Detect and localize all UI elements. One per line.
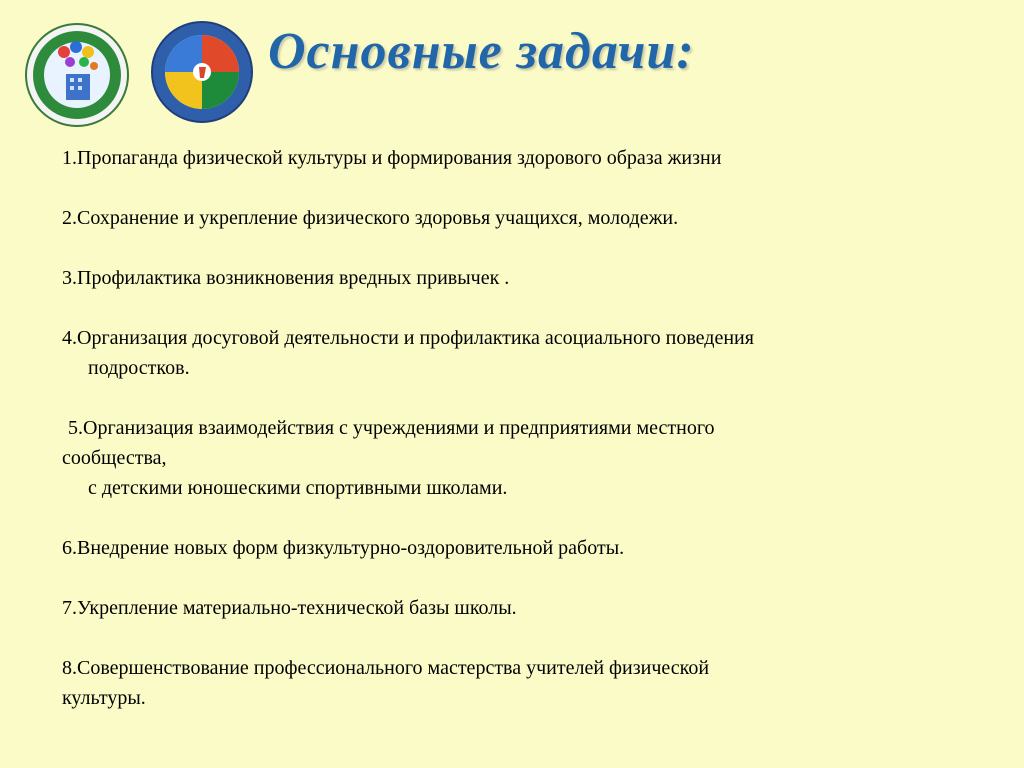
task-text: 7.Укрепление материально-технической базы школы.: [62, 597, 517, 619]
task-text: 4.Организация досуговой деятельности и профилактика асоциального поведения: [62, 327, 754, 349]
task-text-continued: с детскими юношескими спортивными школами.: [88, 477, 508, 499]
task-text: 6.Внедрение новых форм физкультурно-оздоровительной работы.: [62, 537, 625, 559]
sport-school-emblem-icon: [150, 20, 254, 124]
list-item: [62, 203, 1002, 233]
list-item: [62, 263, 1002, 293]
list-item: [62, 413, 1002, 503]
balloons-school-emblem-icon: [24, 22, 130, 128]
page-title: Основные задачи:: [268, 23, 695, 80]
task-text: 8.Совершенствование профессионального мастерства учителей физической: [62, 657, 710, 679]
task-text: 1.Пропаганда физической культуры и формирования здорового образа жизни: [62, 147, 722, 169]
task-text: 5.Организация взаимодействия с учреждениями и предприятиями местного: [68, 417, 715, 439]
task-text-wrapped: культуры.: [62, 687, 146, 709]
task-text-continued: подростков.: [88, 357, 190, 379]
list-item: [62, 143, 1002, 173]
task-text-wrapped: сообщества,: [62, 447, 167, 469]
list-item: [62, 323, 1002, 383]
task-list: [62, 143, 1002, 743]
list-item: [62, 593, 1002, 623]
task-text: 3.Профилактика возникновения вредных привычек .: [62, 267, 510, 289]
task-text: 2.Сохранение и укрепление физического здоровья учащихся, молодежи.: [62, 207, 679, 229]
list-item: [62, 653, 1002, 713]
list-item: [62, 533, 1002, 563]
